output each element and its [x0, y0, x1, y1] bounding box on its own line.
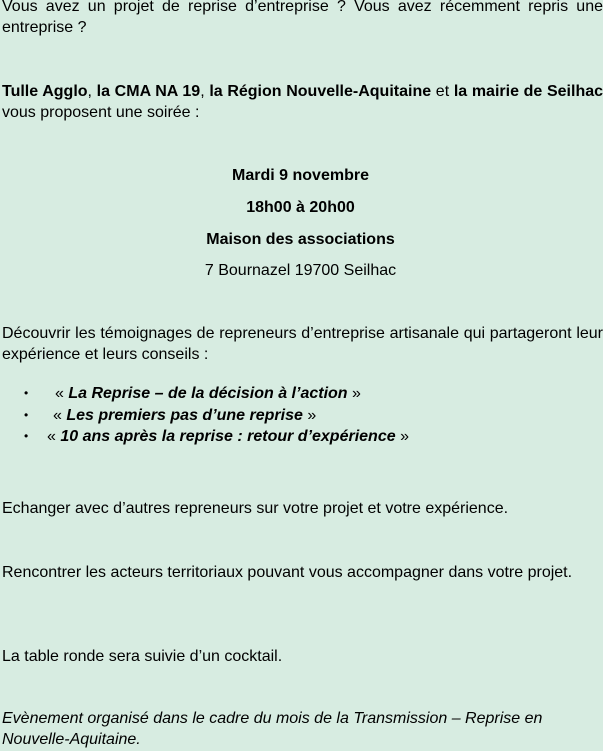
- bullet-icon: •: [24, 386, 29, 400]
- exchange-paragraph: [2, 498, 603, 519]
- quote-close: »: [395, 428, 409, 445]
- talk-title: 10 ans après la reprise : retour d’expérience: [60, 428, 396, 445]
- quote-open: «: [53, 406, 67, 424]
- event-venue: [2, 229, 599, 250]
- quote-open: «: [47, 428, 61, 445]
- organizer-separator: ,: [200, 83, 210, 100]
- organizers-paragraph: [2, 81, 603, 123]
- talk-text: [47, 426, 409, 448]
- meet-text: Rencontrer les acteurs territoriaux pouvant vous accompagner dans votre projet.: [2, 564, 573, 581]
- event-address: [2, 260, 599, 281]
- organizer-region: la Région Nouvelle-Aquitaine: [209, 83, 432, 100]
- intro-paragraph: [2, 0, 603, 38]
- talk-text: [55, 383, 361, 405]
- organizer-cma: la CMA NA 19: [96, 83, 201, 100]
- talk-text: [53, 405, 316, 427]
- list-item: [2, 383, 603, 405]
- event-time-text: 18h00 à 20h00: [246, 199, 355, 216]
- organizer-separator: et: [431, 83, 454, 100]
- footer-paragraph: [2, 708, 562, 750]
- quote-close: »: [302, 406, 317, 424]
- event-venue-text: Maison des associations: [206, 231, 395, 248]
- event-time: [2, 197, 599, 218]
- meet-paragraph: [2, 562, 603, 583]
- exchange-text: Echanger avec d’autres repreneurs sur votre projet et votre expérience.: [2, 500, 509, 517]
- cocktail-text: La table ronde sera suivie d’un cocktail.: [2, 648, 283, 665]
- organizer-separator: ,: [87, 83, 97, 100]
- bullet-icon: •: [24, 407, 29, 422]
- list-item: [2, 426, 603, 448]
- talks-list: [2, 383, 603, 448]
- organizer-tulle-agglo: Tulle Agglo: [2, 83, 88, 100]
- bullet-icon: •: [24, 429, 29, 443]
- event-address-text: 7 Bournazel 19700 Seilhac: [204, 262, 397, 279]
- intro-question: Vous avez un projet de reprise d’entreprise ? Vous avez récemment repris une entreprise ?: [2, 0, 603, 36]
- list-item: [2, 405, 603, 427]
- talk-title: La Reprise – de la décision à l’action: [68, 385, 348, 402]
- talk-title: Les premiers pas d’une reprise: [66, 406, 303, 424]
- organizers-tail: vous proposent une soirée :: [2, 104, 200, 121]
- cocktail-paragraph: [2, 646, 603, 667]
- discover-text: Découvrir les témoignages de repreneurs d’entreprise artisanale qui partageront leur expérience et leurs conseils :: [2, 325, 603, 363]
- footer-text: Evènement organisé dans le cadre du mois de la Transmission – Reprise en Nouvelle-Aquitaine.: [2, 710, 543, 748]
- event-date: [2, 165, 599, 186]
- organizer-mairie: la mairie de Seilhac: [453, 83, 603, 100]
- quote-open: «: [55, 385, 69, 402]
- event-date-text: Mardi 9 novembre: [232, 167, 369, 184]
- quote-close: »: [347, 385, 361, 402]
- discover-paragraph: [2, 323, 603, 365]
